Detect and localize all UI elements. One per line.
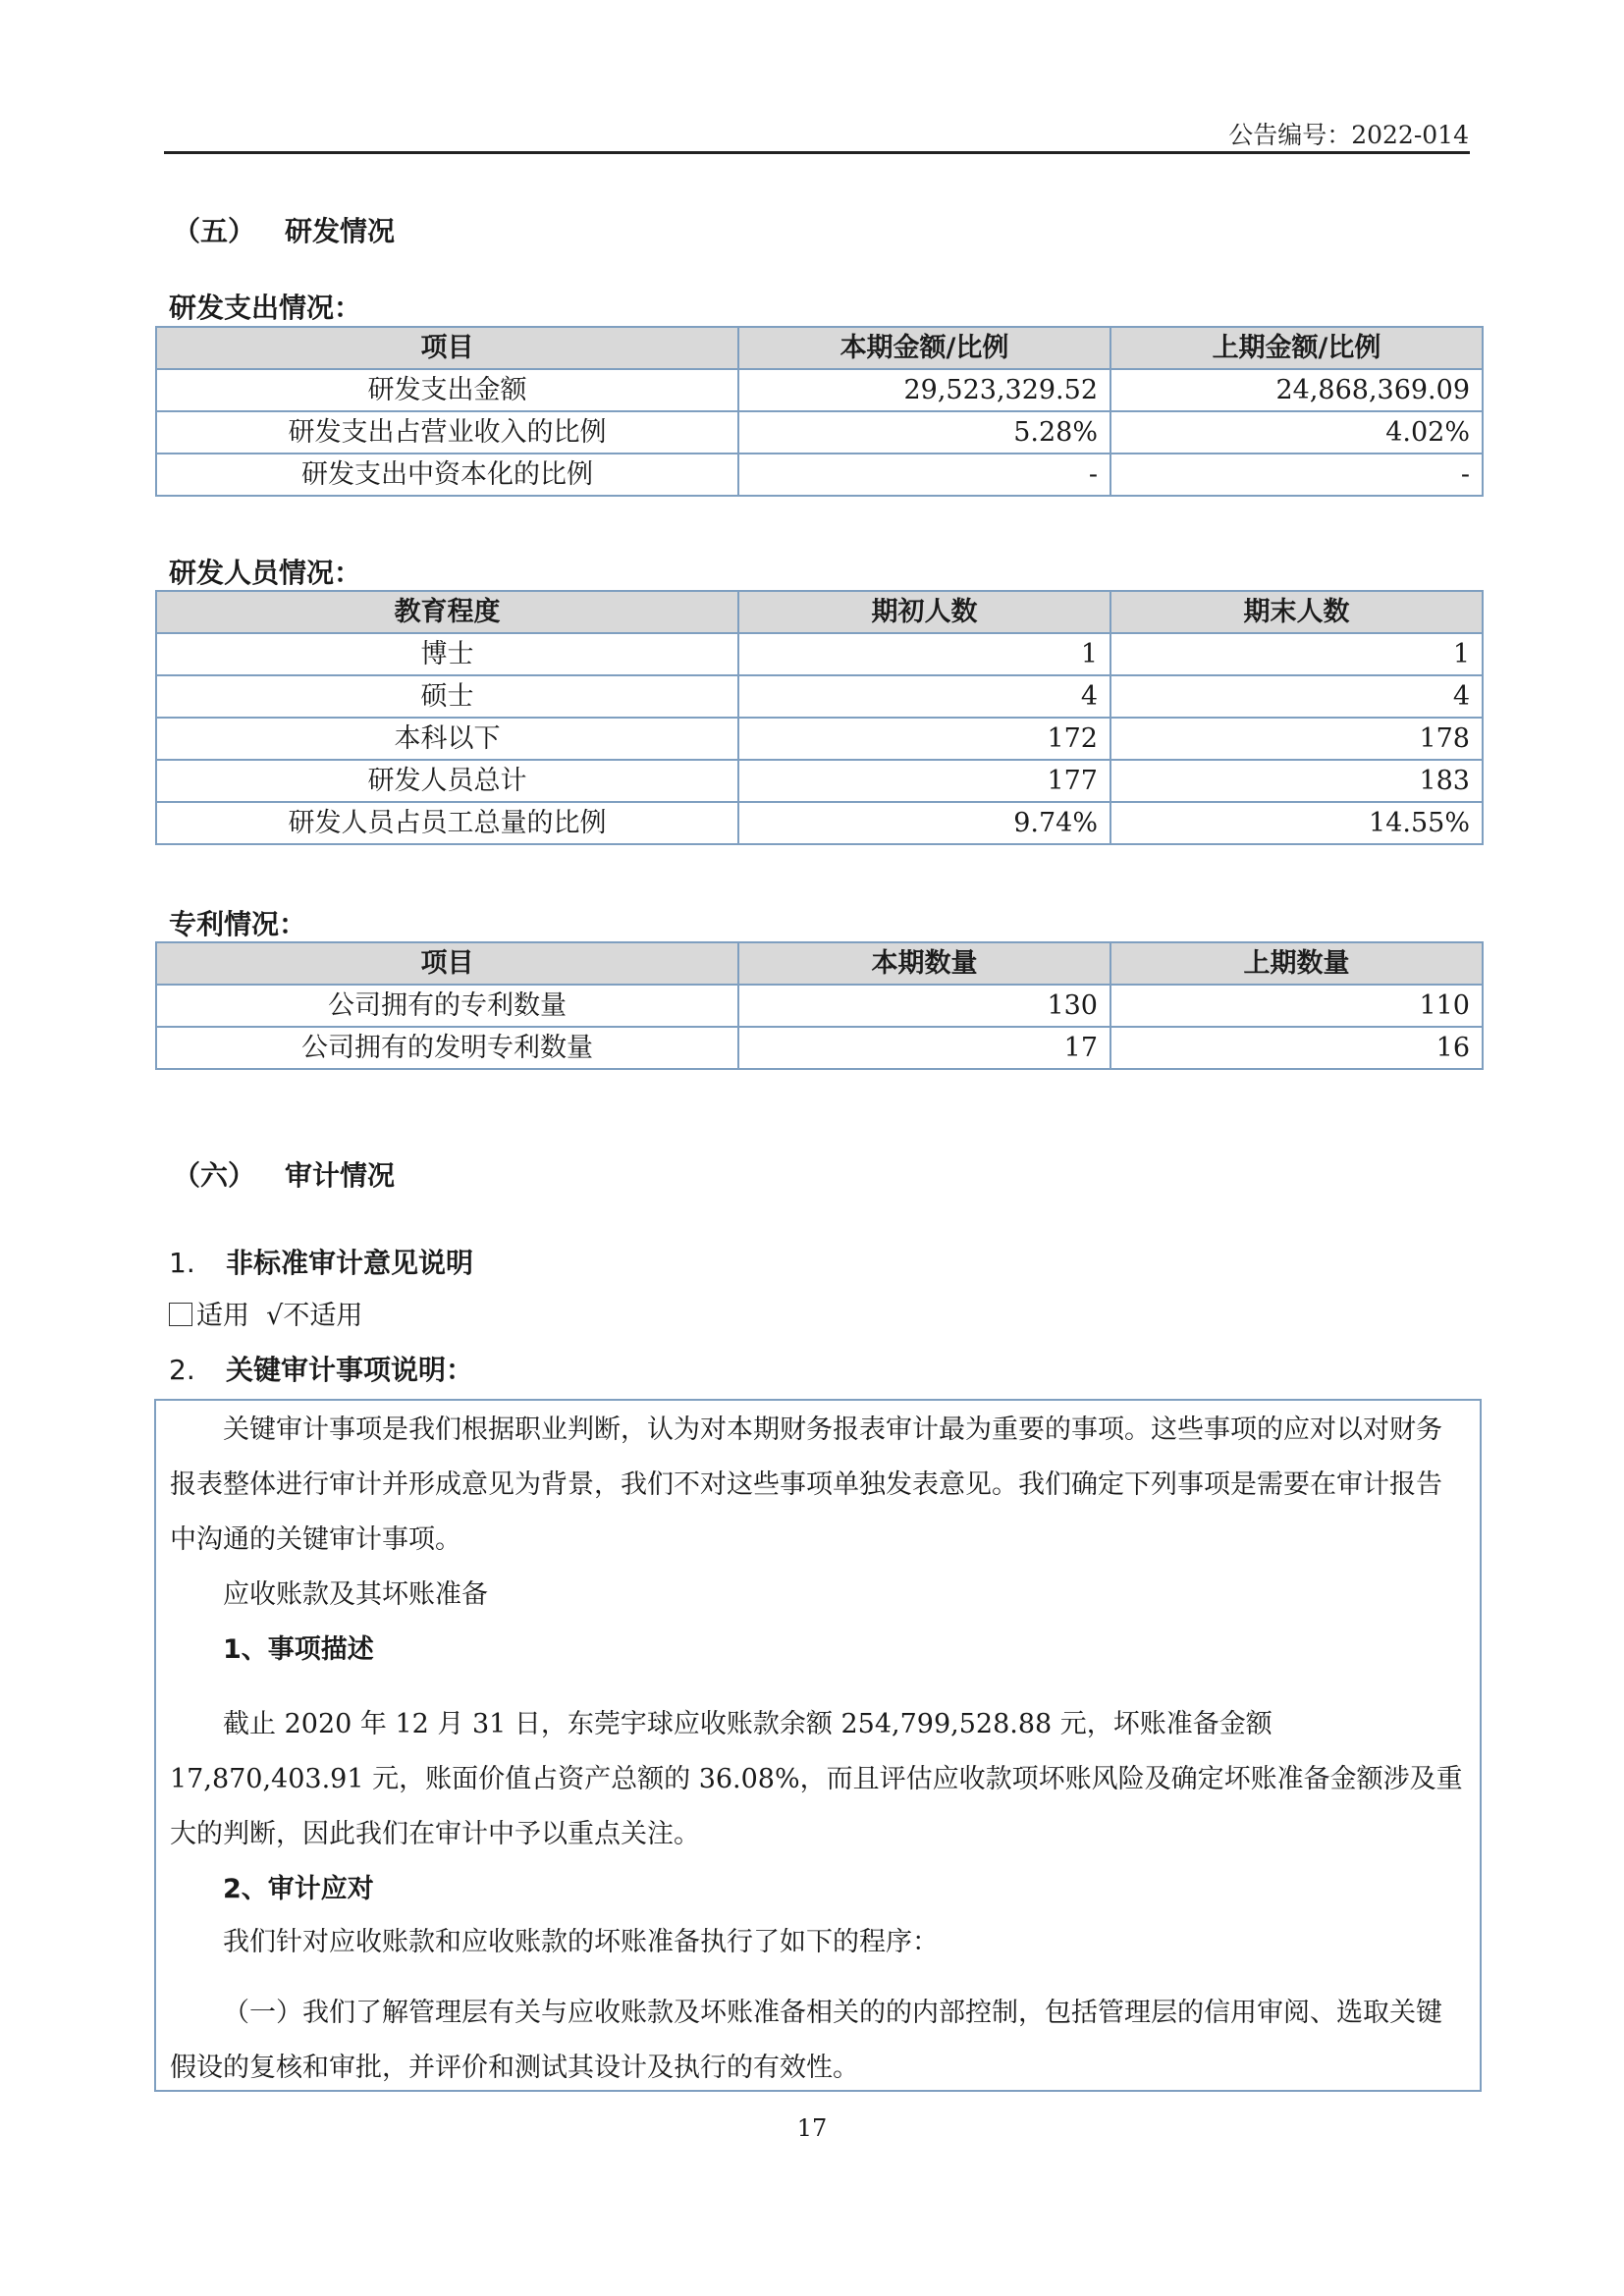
section-6-title: 审计情况	[285, 1159, 396, 1192]
item-1-title: 非标准审计意见说明	[226, 1247, 474, 1279]
page-number: 17	[796, 2114, 828, 2142]
prior-count: 110	[1110, 985, 1483, 1027]
matter-description-heading: 1、事项描述	[223, 1634, 374, 1665]
column-header: 期末人数	[1110, 591, 1483, 633]
matter-description-paragraph: 截止 2020 年 12 月 31 日，东莞宇球应收账款余额 254,799,528.88 元，坏账准备金额 17,870,403.91 元，账面价值占资产总额的 36.08%，而且评估应收款项坏账风险及确定坏账准备金额涉及重大的判断，因此我们在审计中予以重点关注。	[170, 1709, 1463, 1849]
closing-count: 4	[1110, 675, 1483, 718]
table-row	[156, 760, 1483, 802]
announcement-number: 公告编号：2022-014	[1228, 121, 1469, 149]
column-header: 期初人数	[738, 591, 1110, 633]
column-header: 项目	[156, 327, 738, 369]
item-2-title: 关键审计事项说明：	[226, 1354, 474, 1386]
key-audit-matters-box	[154, 1399, 1482, 2092]
row-label: 博士	[156, 633, 738, 675]
prior-value: 4.02%	[1110, 411, 1483, 454]
table-row	[156, 718, 1483, 760]
column-header: 教育程度	[156, 591, 738, 633]
column-header: 本期数量	[738, 942, 1110, 985]
table-header-row	[156, 591, 1483, 633]
opening-count: 177	[738, 760, 1110, 802]
closing-count: 183	[1110, 760, 1483, 802]
item-1-index: 1.	[169, 1247, 195, 1279]
audit-response-intro: 我们针对应收账款和应收账款的坏账准备执行了如下的程序：	[223, 1927, 939, 1957]
row-label: 本科以下	[156, 718, 738, 760]
section-5-heading	[173, 210, 395, 249]
table-row	[156, 1027, 1483, 1069]
table-row	[156, 454, 1483, 496]
prior-value: -	[1110, 454, 1483, 496]
column-header: 项目	[156, 942, 738, 985]
row-label: 研发支出金额	[156, 369, 738, 411]
table-header-row	[156, 942, 1483, 985]
rd-expense-table	[155, 326, 1484, 497]
current-value: 5.28%	[738, 411, 1110, 454]
column-header: 上期金额/比例	[1110, 327, 1483, 369]
section-5-number: （五）	[173, 215, 256, 247]
current-count: 130	[738, 985, 1110, 1027]
applicability-options	[169, 1294, 362, 1332]
checkbox-icon	[169, 1303, 192, 1326]
option-applicable: 适用	[196, 1301, 249, 1331]
section-5-title: 研发情况	[285, 215, 396, 247]
column-header: 上期数量	[1110, 942, 1483, 985]
opening-count: 4	[738, 675, 1110, 718]
audit-matter-title: 应收账款及其坏账准备	[223, 1579, 488, 1610]
patents-label: 专利情况：	[169, 908, 307, 940]
rd-staff-table	[155, 590, 1484, 845]
table-row	[156, 802, 1483, 844]
rd-expense-label: 研发支出情况：	[169, 292, 362, 324]
row-label: 研发人员总计	[156, 760, 738, 802]
prior-value: 24,868,369.09	[1110, 369, 1483, 411]
row-label: 公司拥有的发明专利数量	[156, 1027, 738, 1069]
table-row	[156, 633, 1483, 675]
row-label: 研发人员占员工总量的比例	[156, 802, 738, 844]
item-2-index: 2.	[169, 1354, 195, 1386]
prior-count: 16	[1110, 1027, 1483, 1069]
row-label: 硕士	[156, 675, 738, 718]
section-6-heading	[173, 1154, 395, 1194]
closing-count: 1	[1110, 633, 1483, 675]
opening-count: 9.74%	[738, 802, 1110, 844]
closing-count: 14.55%	[1110, 802, 1483, 844]
option-not-applicable: √不适用	[266, 1301, 363, 1331]
row-label: 公司拥有的专利数量	[156, 985, 738, 1027]
table-row	[156, 369, 1483, 411]
table-header-row	[156, 327, 1483, 369]
header-rule	[164, 151, 1470, 154]
row-label: 研发支出占营业收入的比例	[156, 411, 738, 454]
current-count: 17	[738, 1027, 1110, 1069]
current-value: -	[738, 454, 1110, 496]
column-header: 本期金额/比例	[738, 327, 1110, 369]
patents-table	[155, 941, 1484, 1070]
rd-staff-label: 研发人员情况：	[169, 557, 362, 589]
audit-response-heading: 2、审计应对	[223, 1874, 374, 1904]
audit-intro-paragraph: 关键审计事项是我们根据职业判断，认为对本期财务报表审计最为重要的事项。这些事项的应对以对财务报表整体进行审计并形成意见为背景，我们不对这些事项单独发表意见。我们确定下列事项是需要在审计报告中沟通的关键审计事项。	[170, 1415, 1442, 1555]
opening-count: 1	[738, 633, 1110, 675]
closing-count: 178	[1110, 718, 1483, 760]
row-label: 研发支出中资本化的比例	[156, 454, 738, 496]
audit-procedure-paragraph: （一）我们了解管理层有关与应收账款及坏账准备相关的的内部控制，包括管理层的信用审阅、选取关键假设的复核和审批，并评价和测试其设计及执行的有效性。	[170, 1998, 1442, 2083]
table-row	[156, 985, 1483, 1027]
section-6-number: （六）	[173, 1159, 256, 1192]
opening-count: 172	[738, 718, 1110, 760]
item-1-heading	[169, 1242, 473, 1281]
table-row	[156, 411, 1483, 454]
current-value: 29,523,329.52	[738, 369, 1110, 411]
item-2-heading	[169, 1349, 473, 1388]
table-row	[156, 675, 1483, 718]
